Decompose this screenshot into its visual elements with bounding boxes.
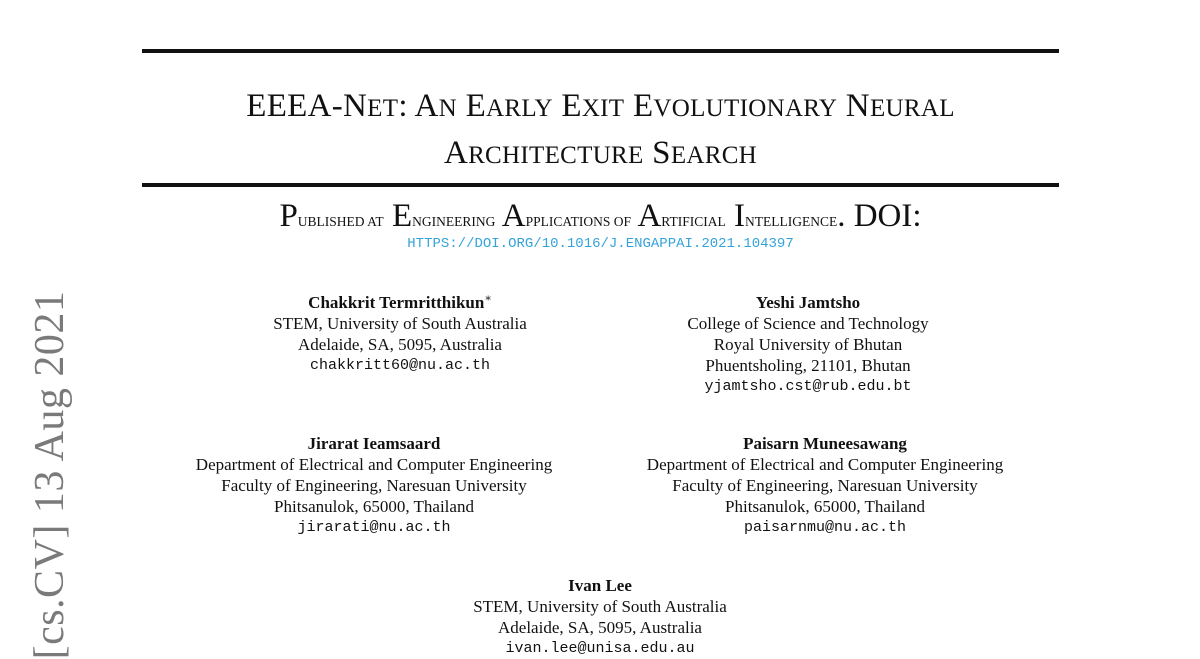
title-line-1 <box>142 84 1059 131</box>
author-name: Ivan Lee <box>568 576 632 595</box>
title-seg: ARCHITECTURE <box>443 135 644 171</box>
top-rule <box>142 49 1059 53</box>
title-seg: EEEA <box>246 88 332 124</box>
author-name: Jirarat Ieamsaard <box>307 434 441 453</box>
author-email[interactable]: ivan.lee@unisa.edu.au <box>505 640 695 657</box>
title-seg: EXIT <box>552 88 625 124</box>
affiliation-line: Adelaide, SA, 5095, Australia <box>498 618 702 637</box>
author-block <box>473 575 727 659</box>
author-name: Yeshi Jamtsho <box>755 293 861 312</box>
affiliation-line: Phitsanulok, 65000, Thailand <box>725 497 925 516</box>
title-seg: EVOLUTIONARY <box>624 88 838 124</box>
arxiv-side-stamp: [cs.CV] 13 Aug 2021 <box>27 290 73 659</box>
paper-title <box>142 84 1059 178</box>
doi-link[interactable]: HTTPS://DOI.ORG/10.1016/J.ENGAPPAI.2021.104397 <box>407 236 794 252</box>
title-line-2 <box>142 131 1059 178</box>
affiliation-line: College of Science and Technology <box>687 314 929 333</box>
affiliation-line: Faculty of Engineering, Naresuan University <box>221 476 527 495</box>
author-name: Paisarn Muneesawang <box>743 434 907 453</box>
affiliation-line: Phuentsholing, 21101, Bhutan <box>705 356 911 375</box>
affiliation-line: STEM, University of South Australia <box>473 597 727 616</box>
author-block <box>273 292 527 376</box>
title-seg: SEARCH <box>643 135 758 171</box>
affiliation-line: STEM, University of South Australia <box>273 314 527 333</box>
title-seg: -NET <box>331 88 399 124</box>
title-seg: : AN <box>398 88 458 124</box>
publication-note <box>142 198 1059 255</box>
author-email[interactable]: yjamtsho.cst@rub.edu.bt <box>704 378 912 395</box>
affiliation-line: Faculty of Engineering, Naresuan University <box>672 476 978 495</box>
author-email[interactable]: jirarati@nu.ac.th <box>297 519 451 536</box>
bottom-rule <box>142 183 1059 187</box>
author-block <box>647 433 1003 538</box>
title-seg: EARLY <box>457 88 553 124</box>
title-seg: NEURAL <box>837 88 955 124</box>
affiliation-line: Department of Electrical and Computer Engineering <box>646 455 1004 474</box>
affiliation-line: Adelaide, SA, 5095, Australia <box>298 335 502 354</box>
author-email[interactable]: paisarnmu@nu.ac.th <box>743 519 907 536</box>
affiliation-line: Royal University of Bhutan <box>713 335 903 354</box>
author-block <box>687 292 928 397</box>
author-block <box>196 433 552 538</box>
affiliation-line: Department of Electrical and Computer Engineering <box>195 455 553 474</box>
published-text: PUBLISHED AT ENGINEERING APPLICATIONS OF ARTIFICIAL INTELLIGENCE. DOI: <box>279 198 922 234</box>
corresponding-author-mark: ∗ <box>484 292 492 305</box>
affiliation-line: Phitsanulok, 65000, Thailand <box>274 497 474 516</box>
author-name: Chakkrit Termritthikun <box>308 293 485 312</box>
author-email[interactable]: chakkritt60@nu.ac.th <box>309 357 491 374</box>
